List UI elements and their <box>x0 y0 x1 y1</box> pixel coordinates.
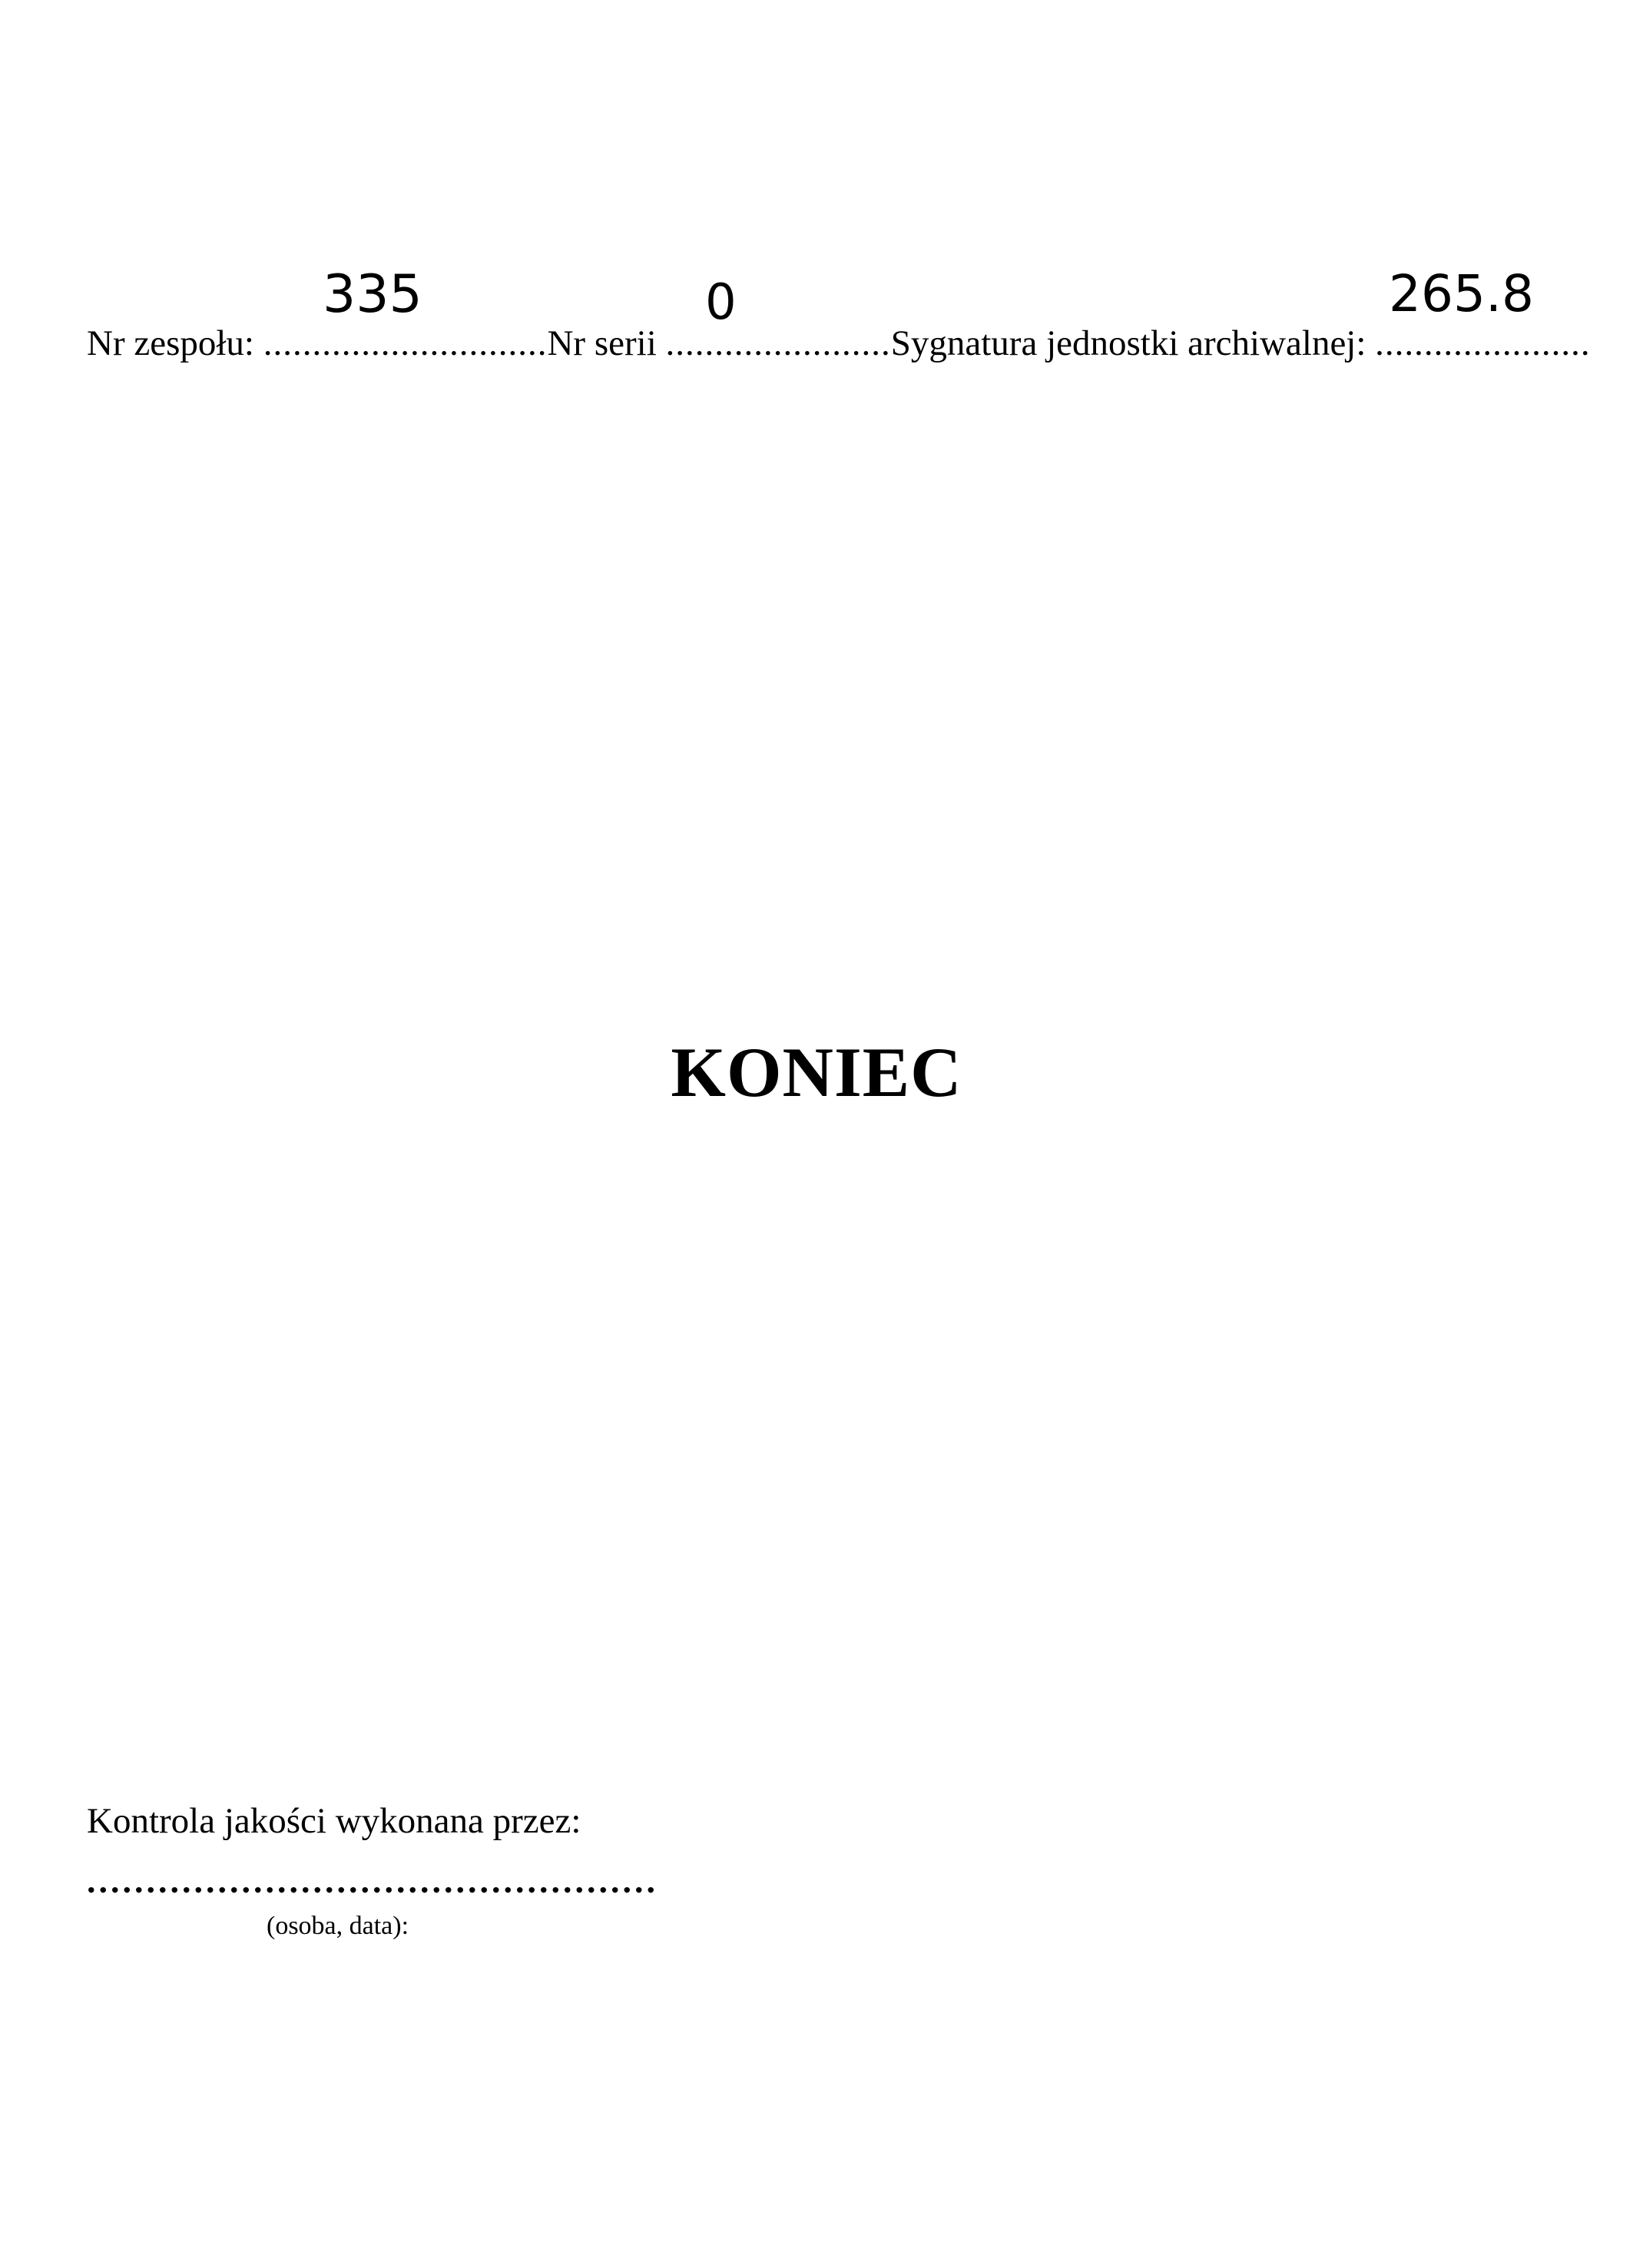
sygnatura-value: 265.8 <box>1389 264 1534 323</box>
nr-zespolu-label: Nr zespołu: <box>87 323 263 363</box>
signature-dotted-line: ................................................ <box>87 1861 658 1900</box>
nr-serii-value: 0 <box>705 274 737 331</box>
nr-serii-label: Nr serii <box>547 323 666 363</box>
sygnatura-dotted-field: ...................... <box>1375 323 1591 363</box>
quality-control-label: Kontrola jakości wykonana przez: <box>87 1801 581 1841</box>
koniec-title: KONIEC <box>671 1033 962 1111</box>
nr-zespolu-dotted-field: ............................. <box>263 323 548 363</box>
nr-zespolu-value: 335 <box>323 264 422 325</box>
header-fields-line <box>87 323 1591 364</box>
nr-serii-dotted-field: ....................... <box>665 323 891 363</box>
sygnatura-label: Sygnatura jednostki archiwalnej: <box>890 323 1376 363</box>
signature-caption: (osoba, data): <box>267 1912 409 1940</box>
